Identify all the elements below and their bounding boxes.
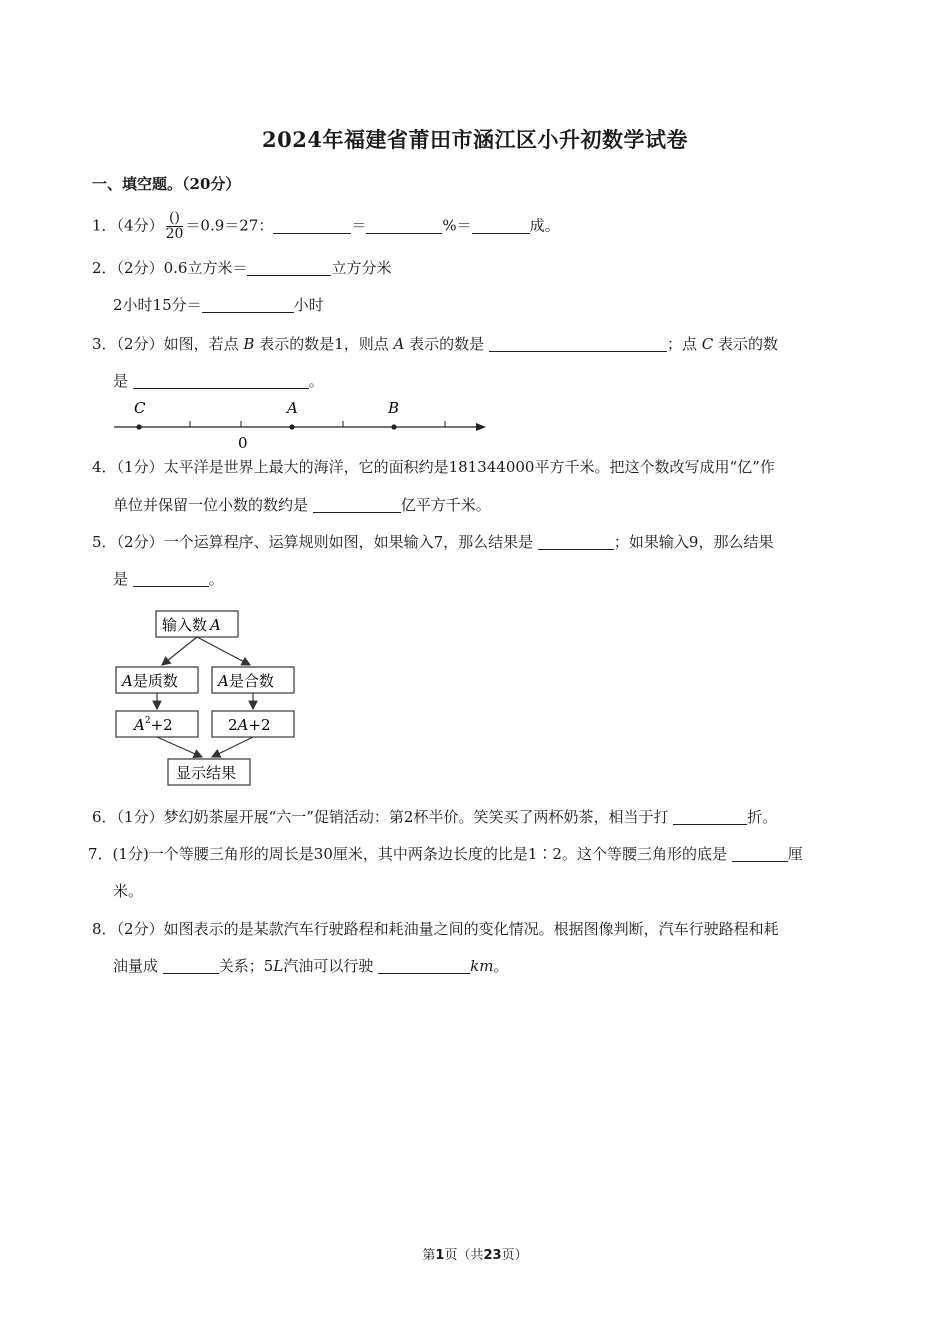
point-a: [289, 424, 294, 429]
answer-blank[interactable]: [133, 372, 309, 389]
question-8-line-2: 油量成 关系；5L汽油可以行驶 km。: [113, 957, 509, 975]
question-7: 7．(1分)一个等腰三角形的周长是30厘米，其中两条边长度的比是1∶2。这个等腰三角形的底是 厘: [88, 845, 803, 863]
label-b: B: [388, 399, 400, 417]
question-8: 8．（2分）如图表示的是某款汽车行驶路程和耗油量之间的变化情况。根据图像判断，汽车行驶路程和耗: [92, 920, 779, 938]
answer-blank[interactable]: [732, 845, 788, 862]
answer-blank[interactable]: [247, 259, 331, 276]
question-4-line-2: 单位并保留一位小数的数约是 亿平方千米。: [113, 496, 491, 514]
flow-input-text: 输入数 A: [162, 616, 221, 634]
question-7-line-2: 米。: [113, 882, 144, 900]
question-2-line-2: 2小时15分＝ 小时: [113, 296, 324, 314]
section-heading: 一、填空题。（20分）: [92, 175, 241, 193]
point-b: [391, 424, 396, 429]
flow-square-text: $A^2+2$: [134, 716, 173, 734]
answer-blank[interactable]: [538, 533, 614, 550]
answer-blank[interactable]: [673, 808, 747, 825]
question-5-line-2: 是 。: [113, 570, 224, 588]
page-footer: 第1页（共23页）: [422, 1248, 528, 1263]
fraction: $\frac{()}{20}$: [165, 210, 184, 242]
answer-blank[interactable]: [202, 296, 294, 313]
flow-result-text: 显示结果: [176, 764, 237, 782]
question-1: 1．（4分） $\frac{()}{20}$ ＝0.9＝27： ＝ %＝ 成。: [92, 210, 560, 242]
flow-double-text: 2A+2: [228, 716, 271, 734]
question-4: 4．（1分）太平洋是世界上最大的海洋，它的面积约是181344000平方千米。把这个数改写成用“亿”作: [92, 458, 775, 476]
question-2: 2．（2分）0.6立方米＝ 立方分米: [92, 259, 392, 277]
answer-blank[interactable]: [378, 957, 470, 974]
answer-blank[interactable]: [472, 217, 530, 234]
flowchart-figure: [112, 605, 302, 787]
answer-blank[interactable]: [163, 957, 219, 974]
label-c: C: [134, 399, 146, 417]
label-zero: 0: [238, 434, 248, 452]
flow-arrow: [157, 737, 202, 757]
flow-composite-text: A是合数: [218, 672, 274, 690]
question-6: 6．（1分）梦幻奶茶屋开展“六一”促销活动：第2杯半价。笑笑买了两杯奶茶，相当于打 折。: [92, 808, 778, 826]
number-line-figure: [108, 395, 498, 455]
flow-arrow: [197, 637, 250, 665]
point-c: [136, 424, 141, 429]
answer-blank[interactable]: [133, 570, 209, 587]
page-title: 2024年福建省莆田市涵江区小升初数学试卷: [262, 127, 688, 152]
flow-prime-text: A是质数: [122, 672, 178, 690]
flow-arrow: [212, 737, 253, 757]
answer-blank[interactable]: [489, 335, 667, 352]
answer-blank[interactable]: [273, 217, 351, 234]
label-a: A: [287, 399, 298, 417]
question-5: 5．（2分）一个运算程序、运算规则如图，如果输入7，那么结果是 ；如果输入9，那么结果: [92, 533, 774, 551]
flow-arrow: [162, 637, 197, 665]
arrow-head-icon: [476, 423, 486, 431]
question-3: 3．（2分）如图，若点 B 表示的数是1，则点 A 表示的数是 ；点 C 表示的数: [92, 335, 779, 353]
answer-blank[interactable]: [313, 496, 401, 513]
question-3-line-2: 是 。: [113, 372, 324, 390]
answer-blank[interactable]: [366, 217, 442, 234]
